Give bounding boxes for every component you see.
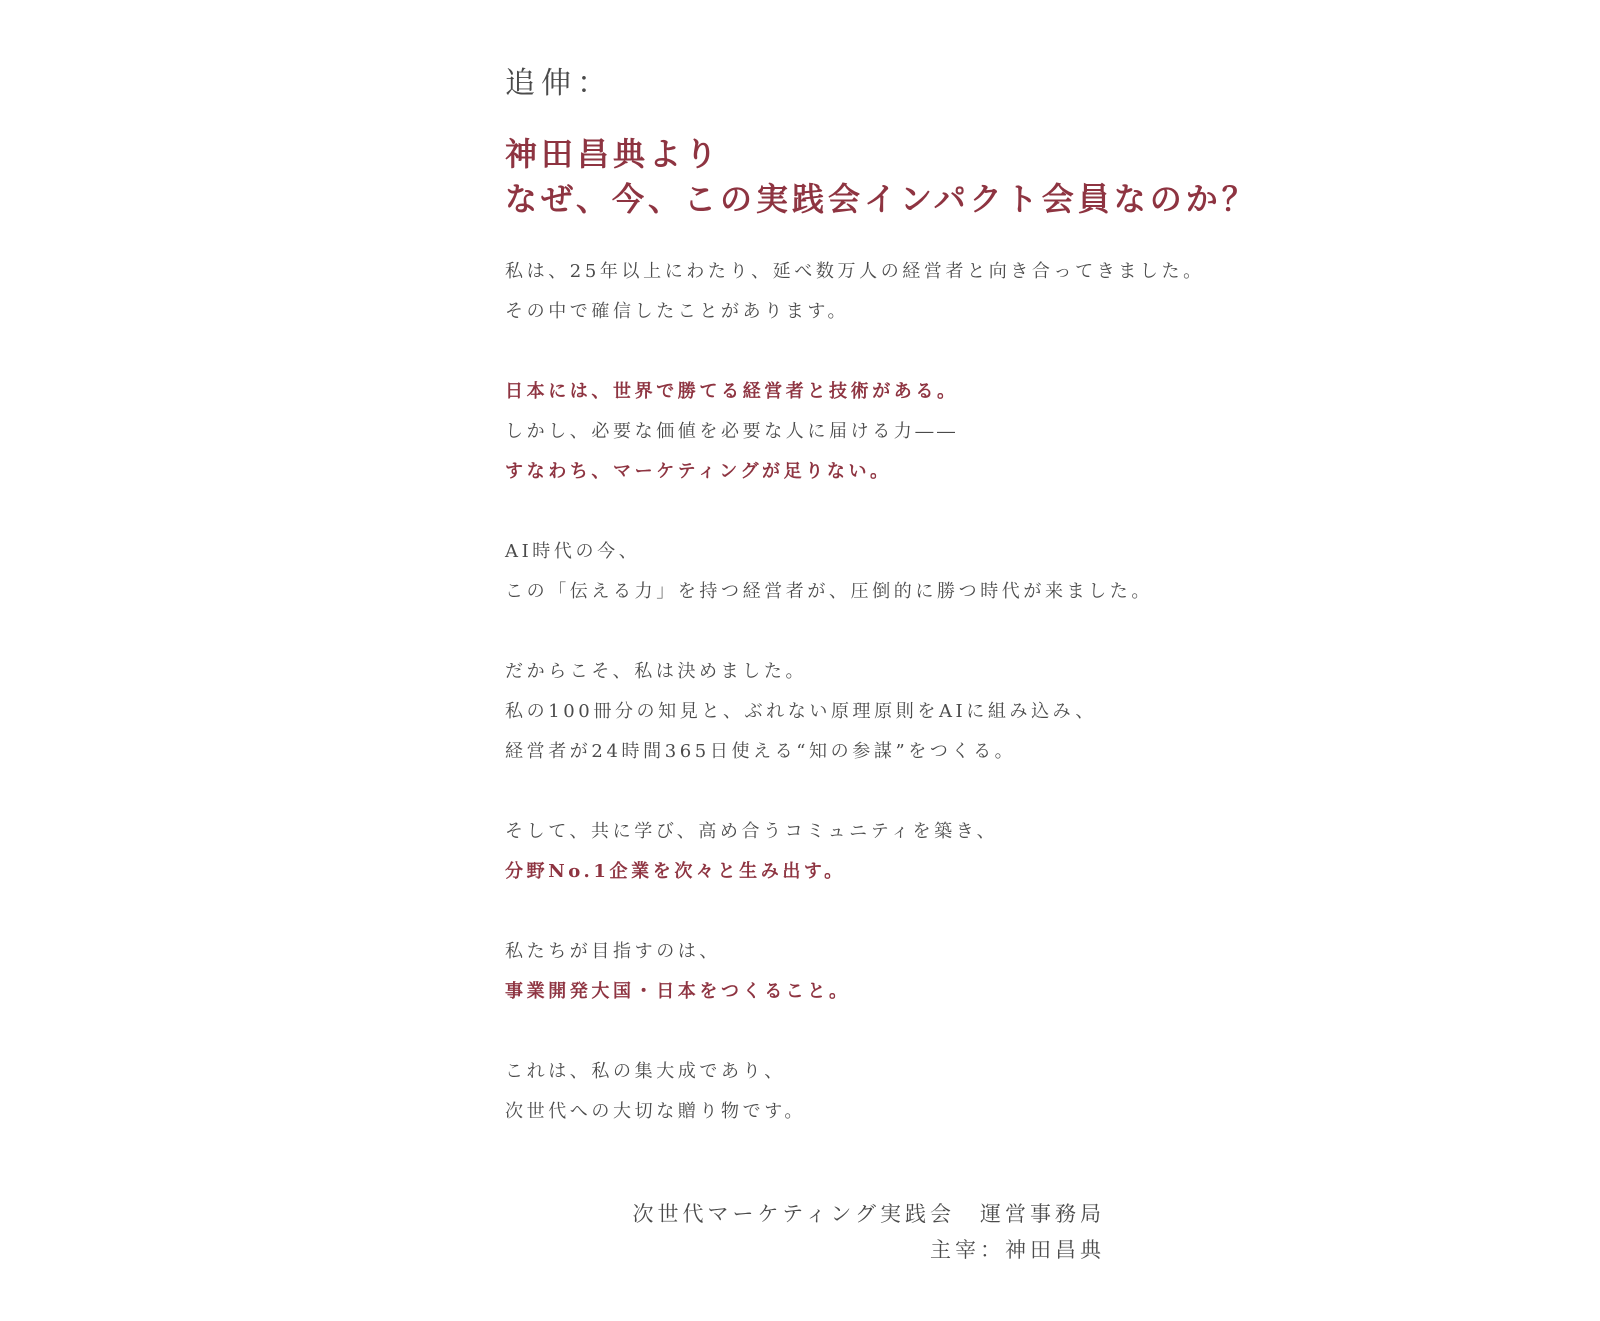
body-line: これは、私の集大成であり、 bbox=[505, 1061, 786, 1082]
letter-column bbox=[505, 58, 1258, 1172]
body-line: その中で確信したことがあります。 bbox=[505, 301, 850, 322]
highlighted-line: 事業開発大国・日本をつくること。 bbox=[505, 981, 851, 1002]
body-line: 私の100冊分の知見と、ぶれない原理原則をAIに組み込み、 bbox=[505, 701, 1097, 722]
body-line: 私は、25年以上にわたり、延べ数万人の経営者と向き合ってきました。 bbox=[505, 261, 1205, 282]
ps-title: 追伸： bbox=[505, 66, 613, 101]
headline-line-1: 神田昌典より bbox=[505, 135, 722, 173]
body-line: しかし、必要な価値を必要な人に届ける力―― bbox=[505, 421, 959, 442]
body-line: 次世代への大切な贈り物です。 bbox=[505, 1101, 806, 1122]
paragraph bbox=[505, 812, 1225, 892]
body-line: 経営者が24時間365日使える“知の参謀”をつくる。 bbox=[505, 741, 1017, 762]
body-line: だからこそ、私は決めました。 bbox=[505, 661, 808, 682]
paragraph bbox=[505, 1052, 1225, 1132]
paragraph bbox=[505, 372, 1225, 492]
highlighted-line: すなわち、マーケティングが足りない。 bbox=[505, 461, 892, 482]
body-line: そして、共に学び、高め合うコミュニティを築き、 bbox=[505, 821, 999, 842]
letter-body bbox=[505, 252, 1225, 1132]
paragraph bbox=[505, 252, 1225, 332]
body-line: この「伝える力」を持つ経営者が、圧倒的に勝つ時代が来ました。 bbox=[505, 581, 1153, 602]
body-line: 私たちが目指すのは、 bbox=[505, 941, 721, 962]
paragraph bbox=[505, 932, 1225, 1012]
headline bbox=[505, 132, 1258, 222]
signature-organization: 次世代マーケティング実践会 運営事務局 bbox=[632, 1202, 1105, 1226]
signature-host: 主宰：神田昌典 bbox=[930, 1238, 1105, 1262]
headline-line-2: なぜ、今、この実践会インパクト会員なのか？ bbox=[505, 180, 1258, 218]
highlighted-line: 分野No.1企業を次々と生み出す。 bbox=[505, 861, 846, 882]
highlighted-line: 日本には、世界で勝てる経営者と技術がある。 bbox=[505, 381, 959, 402]
paragraph bbox=[505, 652, 1225, 772]
body-line: AI時代の今、 bbox=[505, 541, 641, 562]
paragraph bbox=[505, 532, 1225, 612]
signature bbox=[633, 1196, 1105, 1268]
